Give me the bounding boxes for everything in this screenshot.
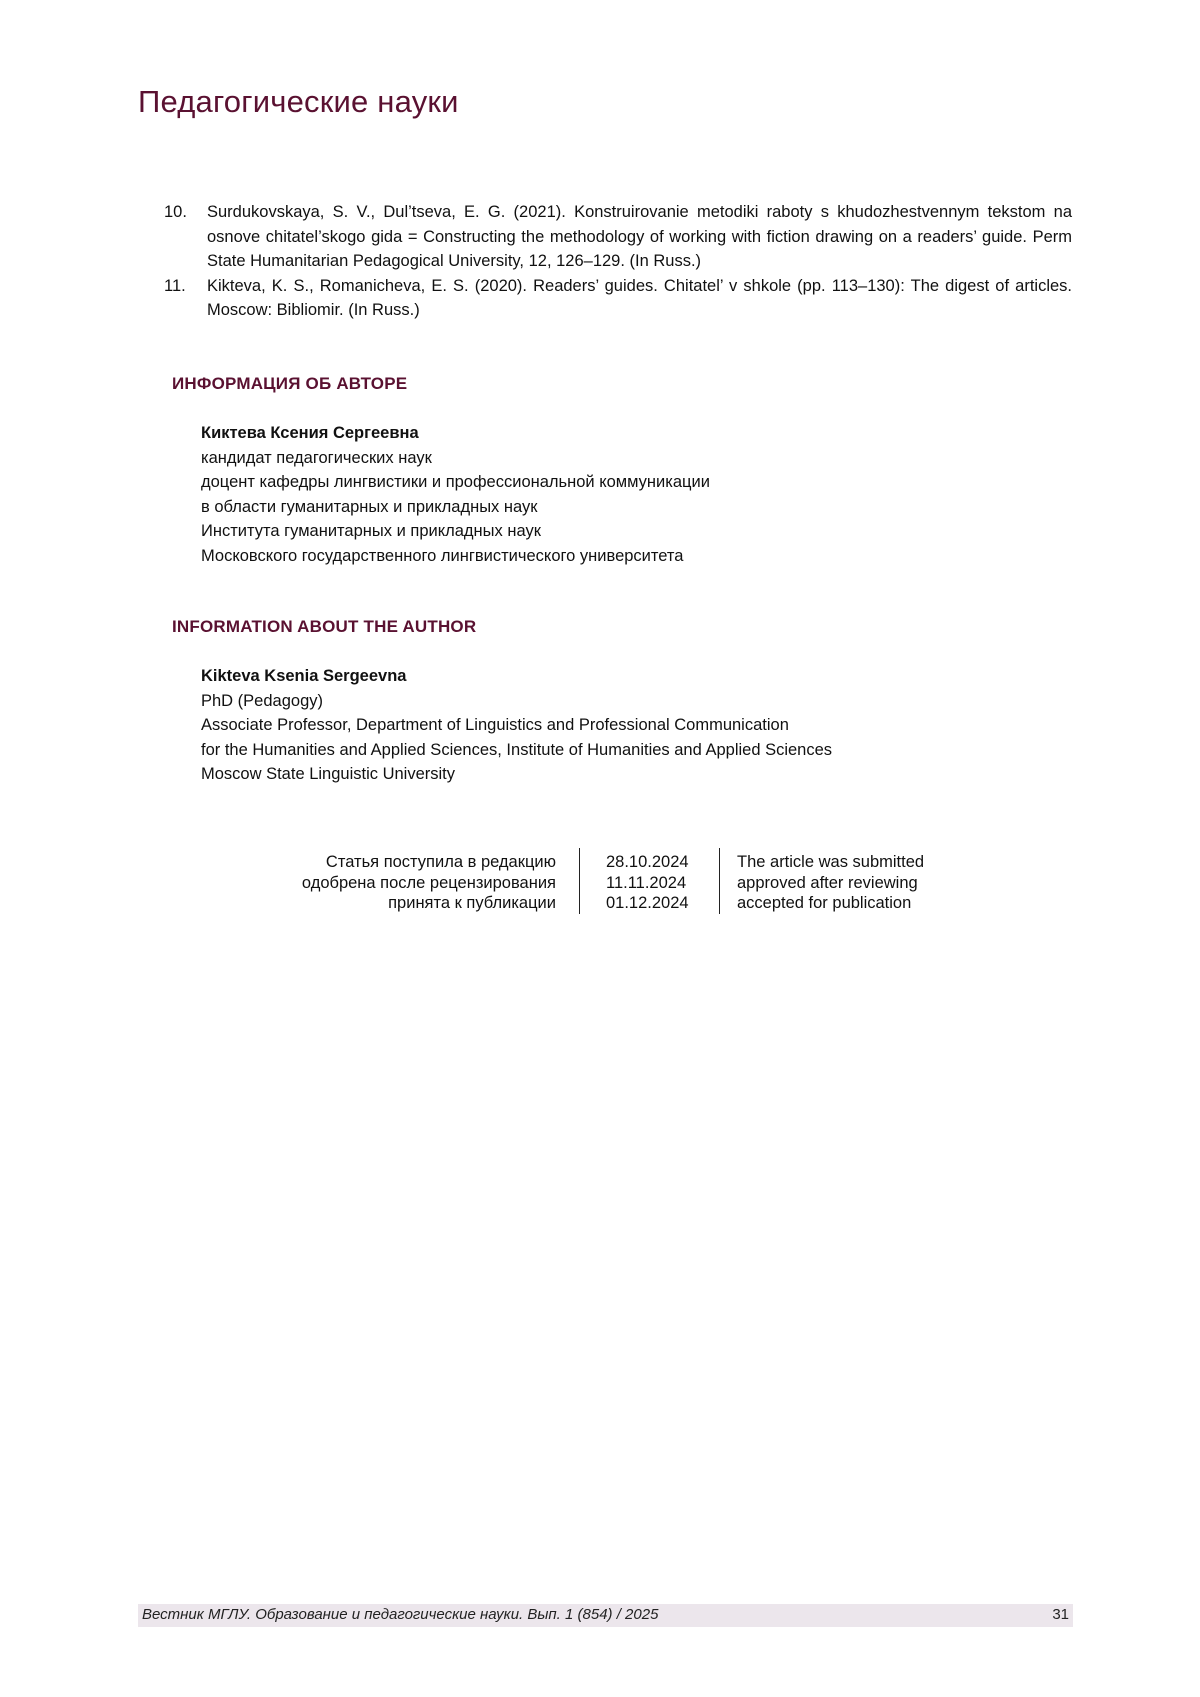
author-detail-line: Moscow State Linguistic University [201,762,832,787]
author-detail-line: в области гуманитарных и прикладных наук [201,495,710,520]
page-number: 31 [1052,1606,1069,1623]
author-detail-line: Института гуманитарных и прикладных наук [201,519,710,544]
author-detail-line: Московского государственного лингвистического университета [201,544,710,569]
column-divider [719,848,720,914]
page-footer [138,1604,1073,1627]
date-label-ru: Статья поступила в редакцию [302,852,556,873]
reference-list [164,200,1072,323]
author-info-en [201,664,832,787]
author-detail-line: for the Humanities and Applied Sciences, Institute of Humanities and Applied Sciences [201,738,832,763]
column-divider [579,848,580,914]
reference-text: Kikteva, K. S., Romanicheva, E. S. (2020). Readers’ guides. Chitatel’ v shkole (pp. 113–130): The digest of articles. Moscow: Bibliomir. (In Russ.) [207,277,1072,320]
author-detail-line: доцент кафедры лингвистики и профессиональной коммуникации [201,470,710,495]
dates-values [606,852,689,914]
date-value: 11.11.2024 [606,873,689,894]
article-dates [200,848,1000,916]
date-label-ru: одобрена после рецензирования [302,873,556,894]
reference-number: 11. [164,274,186,299]
author-info-ru [201,421,710,568]
date-label-en: accepted for publication [737,893,924,914]
author-info-heading-en: INFORMATION ABOUT THE AUTHOR [172,617,476,637]
date-label-en: approved after reviewing [737,873,924,894]
reference-item [164,274,1072,323]
author-detail-line: кандидат педагогических наук [201,446,710,471]
author-info-heading-ru: ИНФОРМАЦИЯ ОБ АВТОРЕ [172,374,407,394]
author-name-ru: Киктева Ксения Сергеевна [201,421,710,446]
dates-labels-en [737,852,924,914]
author-detail-line: PhD (Pedagogy) [201,689,832,714]
page-title: Педагогические науки [138,84,459,120]
date-label-ru: принята к публикации [302,893,556,914]
reference-number: 10. [164,200,187,225]
reference-text: Surdukovskaya, S. V., Dul’tseva, E. G. (2021). Konstruirovanie metodiki raboty s khudozhestvennym tekstom na osnove chitatel’skogo gida = Constructing the methodology of working with fiction drawing on a readers’ guide. Perm State Humanitarian Pedagogical University, 12, 126–129. (In Russ.) [207,203,1072,270]
reference-item [164,200,1072,274]
author-name-en: Kikteva Ksenia Sergeevna [201,664,832,689]
journal-citation: Вестник МГЛУ. Образование и педагогические науки. Вып. 1 (854) / 2025 [142,1606,658,1623]
date-value: 28.10.2024 [606,852,689,873]
author-detail-line: Associate Professor, Department of Linguistics and Professional Communication [201,713,832,738]
date-value: 01.12.2024 [606,893,689,914]
date-label-en: The article was submitted [737,852,924,873]
dates-labels-ru [302,852,556,914]
